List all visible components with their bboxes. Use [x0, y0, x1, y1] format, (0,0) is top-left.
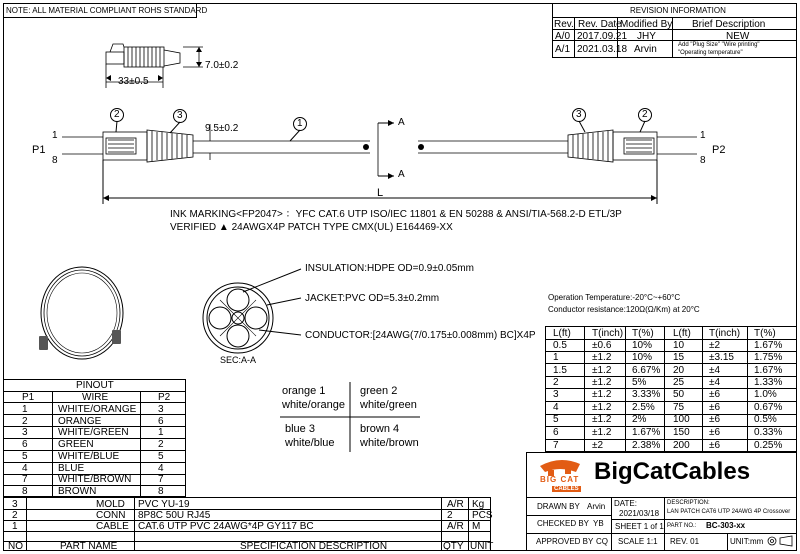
tolerance-cell: ±6	[709, 402, 721, 413]
tolerance-cell: ±6	[709, 440, 721, 451]
drawn-by-label: DRAWN BY	[537, 502, 580, 511]
tolerance-cell: ±0.6	[592, 340, 612, 351]
rev-row2-description: Add "Plug Size" "Wire printing"	[678, 42, 760, 48]
tolerance-cell: 10%	[632, 340, 653, 351]
pinout-header-0: P1	[22, 392, 35, 403]
tolerance-cell: ±1.2	[592, 402, 612, 413]
pinout-cell: BROWN	[58, 485, 97, 497]
tolerance-cell: 10%	[632, 352, 653, 363]
tolerance-header-4: T(inch)	[709, 328, 741, 339]
pair-3-stripe: white/blue	[285, 437, 335, 449]
bom-cell: CABLE	[96, 521, 129, 532]
rev-row2-description-cont: "Operating temperature"	[678, 50, 743, 56]
tolerance-cell: 1.0%	[754, 389, 777, 400]
tolerance-cell: 10	[673, 340, 685, 351]
pinout-cell: WHITE/ORANGE	[58, 404, 137, 415]
pinout-cell: 8	[158, 485, 164, 497]
p2-pin8: 8	[700, 155, 706, 166]
tolerance-cell: ±1.2	[592, 427, 612, 438]
bom-footer-1: PART NAME	[60, 541, 118, 552]
p1-label: P1	[32, 144, 46, 156]
pinout-header-1: WIRE	[82, 392, 109, 403]
bom-cell: CONN	[96, 510, 126, 521]
tolerance-cell: ±6	[709, 389, 721, 400]
tolerance-cell: 2	[553, 377, 559, 388]
bom-cell: 3	[12, 499, 18, 510]
tolerance-header-2: T(%)	[632, 328, 654, 339]
conductor-resistance: Conductor resistance:120Ω(Ω/Km) at 20°C	[548, 305, 700, 314]
callout-1: 1	[297, 118, 303, 129]
pinout-cell: GREEN	[58, 439, 94, 451]
callout-3-left: 3	[177, 110, 183, 121]
part-no-label: PART NO.:	[667, 523, 697, 529]
tolerance-cell: 1.67%	[754, 365, 783, 376]
tolerance-cell: 1	[553, 352, 559, 363]
section-label: SEC:A-A	[220, 355, 257, 365]
tolerance-cell: ±2	[709, 340, 721, 351]
tolerance-cell: 1.67%	[754, 340, 783, 351]
approved-by-label: APPROVED BY	[536, 537, 594, 546]
p2-pin1: 1	[700, 130, 706, 141]
pinout-cell: BLUE	[58, 462, 85, 474]
tolerance-cell: 0.5	[553, 340, 567, 351]
rev-row1-date: 2017.09.21	[577, 31, 628, 42]
pinout-cell: 1	[22, 404, 28, 415]
tolerance-header-3: L(ft)	[673, 328, 691, 339]
tolerance-header-1: T(inch)	[592, 328, 624, 339]
tolerance-cell: ±4	[709, 365, 721, 376]
pinout-cell: 7	[22, 474, 28, 486]
pinout-cell: 6	[22, 439, 28, 451]
projection-symbol-icon	[766, 535, 794, 547]
ink-marking-line2: VERIFIED ▲ 24AWGX4P PATCH TYPE CMX(UL) E164469-XX	[170, 222, 453, 233]
description-label: DESCRIPTION:	[667, 500, 710, 506]
bom-cell: PCS	[472, 510, 493, 521]
unit-info: UNIT:mm	[730, 537, 764, 546]
bom-cell: 2	[12, 510, 18, 521]
tolerance-cell: ±3.15	[709, 352, 734, 363]
rev-row1-rev: A/0	[555, 31, 571, 42]
tolerance-cell: 150	[673, 427, 690, 438]
pinout-cell: 8	[22, 485, 28, 497]
tolerance-cell: 2.5%	[632, 402, 655, 413]
tolerance-cell: 3	[553, 389, 559, 400]
pinout-cell: 1	[158, 427, 164, 439]
operating-temperature: Operation Temperature:-20°C~+60°C	[548, 293, 681, 302]
bom-cell: M	[472, 521, 481, 532]
tolerance-cell: ±4	[709, 377, 721, 388]
jacket-label: JACKET:PVC OD=5.3±0.2mm	[305, 293, 440, 304]
tolerance-cell: 4	[553, 402, 559, 413]
ink-marking-line1: INK MARKING<FP2047> ：YFC CAT.6 UTP ISO/IEC 11801 & EN 50288 & ANSI/TIA-568.2-D ETL/3P	[170, 209, 622, 220]
scale-info: SCALE 1:1	[618, 537, 658, 546]
rev-row2-date: 2021.03.18	[577, 44, 628, 55]
sheet-info: SHEET 1 of 1	[615, 522, 664, 531]
tolerance-cell: ±2	[592, 440, 604, 451]
tolerance-cell: 5	[553, 414, 559, 425]
conductor-label: CONDUCTOR:[24AWG(7/0.175±0.008mm) BC]X4P	[305, 330, 536, 341]
brand-name: BigCatCables	[594, 458, 751, 485]
rev-row1-modified: JHY	[637, 31, 656, 42]
pair-4-color: brown 4	[360, 423, 400, 435]
pair-1-stripe: white/orange	[282, 399, 345, 411]
bom-cell: A/R	[447, 521, 464, 532]
pinout-cell: WHITE/BROWN	[58, 474, 132, 486]
tolerance-cell: ±1.2	[592, 389, 612, 400]
tolerance-cell: 15	[673, 352, 685, 363]
bom-cell: 1	[12, 521, 18, 532]
pinout-cell: 3	[22, 427, 28, 439]
insulation-label: INSULATION:HDPE OD=0.9±0.05mm	[305, 263, 474, 274]
pair-4-stripe: white/brown	[360, 437, 419, 449]
tolerance-cell: 5%	[632, 377, 647, 388]
tolerance-cell: 1.67%	[632, 427, 661, 438]
pair-3-color: blue 3	[285, 423, 315, 435]
pinout-cell: 4	[22, 462, 28, 474]
rev-header-description: Brief Description	[692, 19, 766, 30]
tolerance-cell: ±1.2	[592, 377, 612, 388]
pinout-cell: WHITE/BLUE	[58, 450, 120, 462]
rohs-note: NOTE: ALL MATERIAL COMPLIANT ROHS STANDARD	[6, 6, 208, 15]
tolerance-header-5: T(%)	[754, 328, 776, 339]
bom-cell: Kg	[472, 499, 485, 510]
part-no-value: BC-303-xx	[706, 521, 746, 530]
pair-2-color: green 2	[360, 385, 398, 397]
logo-bottom-text: CABLES	[554, 486, 579, 492]
date-value: 2021/03/18	[619, 509, 660, 518]
pinout-header-2: P2	[158, 392, 171, 403]
bom-cell: A/R	[447, 499, 464, 510]
tolerance-cell: ±1.2	[592, 414, 612, 425]
pinout-title: PINOUT	[76, 380, 114, 391]
pinout-cell: 2	[22, 415, 28, 427]
pinout-cell: 5	[22, 450, 28, 462]
approved-by-name: CQ	[596, 537, 608, 546]
p1-pin8: 8	[52, 155, 58, 166]
revision-title: REVISION INFORMATION	[630, 6, 726, 15]
pinout-cell: 6	[158, 415, 164, 427]
bom-cell: 8P8C 50U RJ45	[138, 510, 211, 521]
pair-2-stripe: white/green	[360, 399, 417, 411]
tolerance-cell: 1.75%	[754, 352, 783, 363]
boot-dim: 9.5±0.2	[205, 123, 239, 134]
pinout-cell: WHITE/GREEN	[58, 427, 129, 439]
pinout-cell: 5	[158, 450, 164, 462]
checked-by-name: YB	[593, 519, 604, 528]
callout-2-right: 2	[642, 109, 648, 120]
tolerance-cell: ±6	[709, 414, 721, 425]
tolerance-cell: 75	[673, 402, 685, 413]
p2-label: P2	[712, 144, 726, 156]
tolerance-cell: 25	[673, 377, 685, 388]
bom-footer-3: QTY	[443, 541, 464, 552]
p1-pin1: 1	[52, 130, 58, 141]
rev-info: REV. 01	[670, 537, 700, 546]
bom-cell: PVC YU-19	[138, 499, 190, 510]
pinout-cell: 4	[158, 462, 164, 474]
tolerance-cell: 0.25%	[754, 440, 783, 451]
rev-row2-modified: Arvin	[634, 44, 657, 55]
tolerance-cell: 1.33%	[754, 377, 783, 388]
tolerance-cell: 0.5%	[754, 414, 777, 425]
callout-2-left: 2	[114, 109, 120, 120]
rev-header-modified: Modified By	[620, 19, 673, 30]
logo-top-text: BIG CAT	[540, 475, 580, 484]
date-label: DATE:	[614, 499, 637, 508]
bom-cell: 2	[447, 510, 453, 521]
pinout-cell: ORANGE	[58, 415, 102, 427]
rev-header-rev: Rev.	[554, 19, 574, 30]
tolerance-cell: 2.38%	[632, 440, 661, 451]
bom-footer-0: NO	[8, 541, 23, 552]
tolerance-cell: 200	[673, 440, 690, 451]
bom-cell: MOLD	[96, 499, 125, 510]
tolerance-cell: 2%	[632, 414, 647, 425]
tolerance-cell: 0.67%	[754, 402, 783, 413]
tolerance-cell: 6	[553, 427, 559, 438]
callout-3-right: 3	[576, 109, 582, 120]
plug-height-dim: 7.0±0.2	[205, 60, 239, 71]
pinout-cell: 3	[158, 404, 164, 415]
tolerance-cell: ±1.2	[592, 365, 612, 376]
plug-width-dim: 33±0.5	[118, 76, 149, 87]
checked-by-label: CHECKED BY	[537, 519, 590, 528]
bom-footer-4: UNIT	[470, 541, 494, 552]
drawn-by-name: Arvin	[587, 502, 606, 511]
tolerance-cell: ±1.2	[592, 352, 612, 363]
tolerance-cell: 50	[673, 389, 685, 400]
tolerance-cell: 0.33%	[754, 427, 783, 438]
tolerance-cell: 6.67%	[632, 365, 661, 376]
bom-footer-2: SPECIFICATION DESCRIPTION	[240, 541, 388, 552]
pinout-cell: 2	[158, 439, 164, 451]
description-value: LAN PATCH CAT6 UTP 24AWG 4P Crossover	[667, 509, 791, 515]
rev-row2-rev: A/1	[555, 44, 571, 55]
section-a-top: A	[398, 117, 405, 128]
length-label: L	[377, 187, 384, 199]
tolerance-cell: 100	[673, 414, 690, 425]
pair-1-color: orange 1	[282, 385, 326, 397]
tolerance-cell: 7	[553, 440, 559, 451]
rev-header-date: Rev. Date	[578, 19, 622, 30]
section-a-bottom: A	[398, 169, 405, 180]
tolerance-cell: 20	[673, 365, 685, 376]
tolerance-cell: 3.33%	[632, 389, 661, 400]
tolerance-header-0: L(ft)	[553, 328, 571, 339]
rev-row1-description: NEW	[726, 31, 750, 42]
bom-cell: CAT.6 UTP PVC 24AWG*4P GY117 BC	[138, 521, 314, 532]
tolerance-cell: 1.5	[553, 365, 567, 376]
pinout-cell: 7	[158, 474, 164, 486]
tolerance-cell: ±6	[709, 427, 721, 438]
